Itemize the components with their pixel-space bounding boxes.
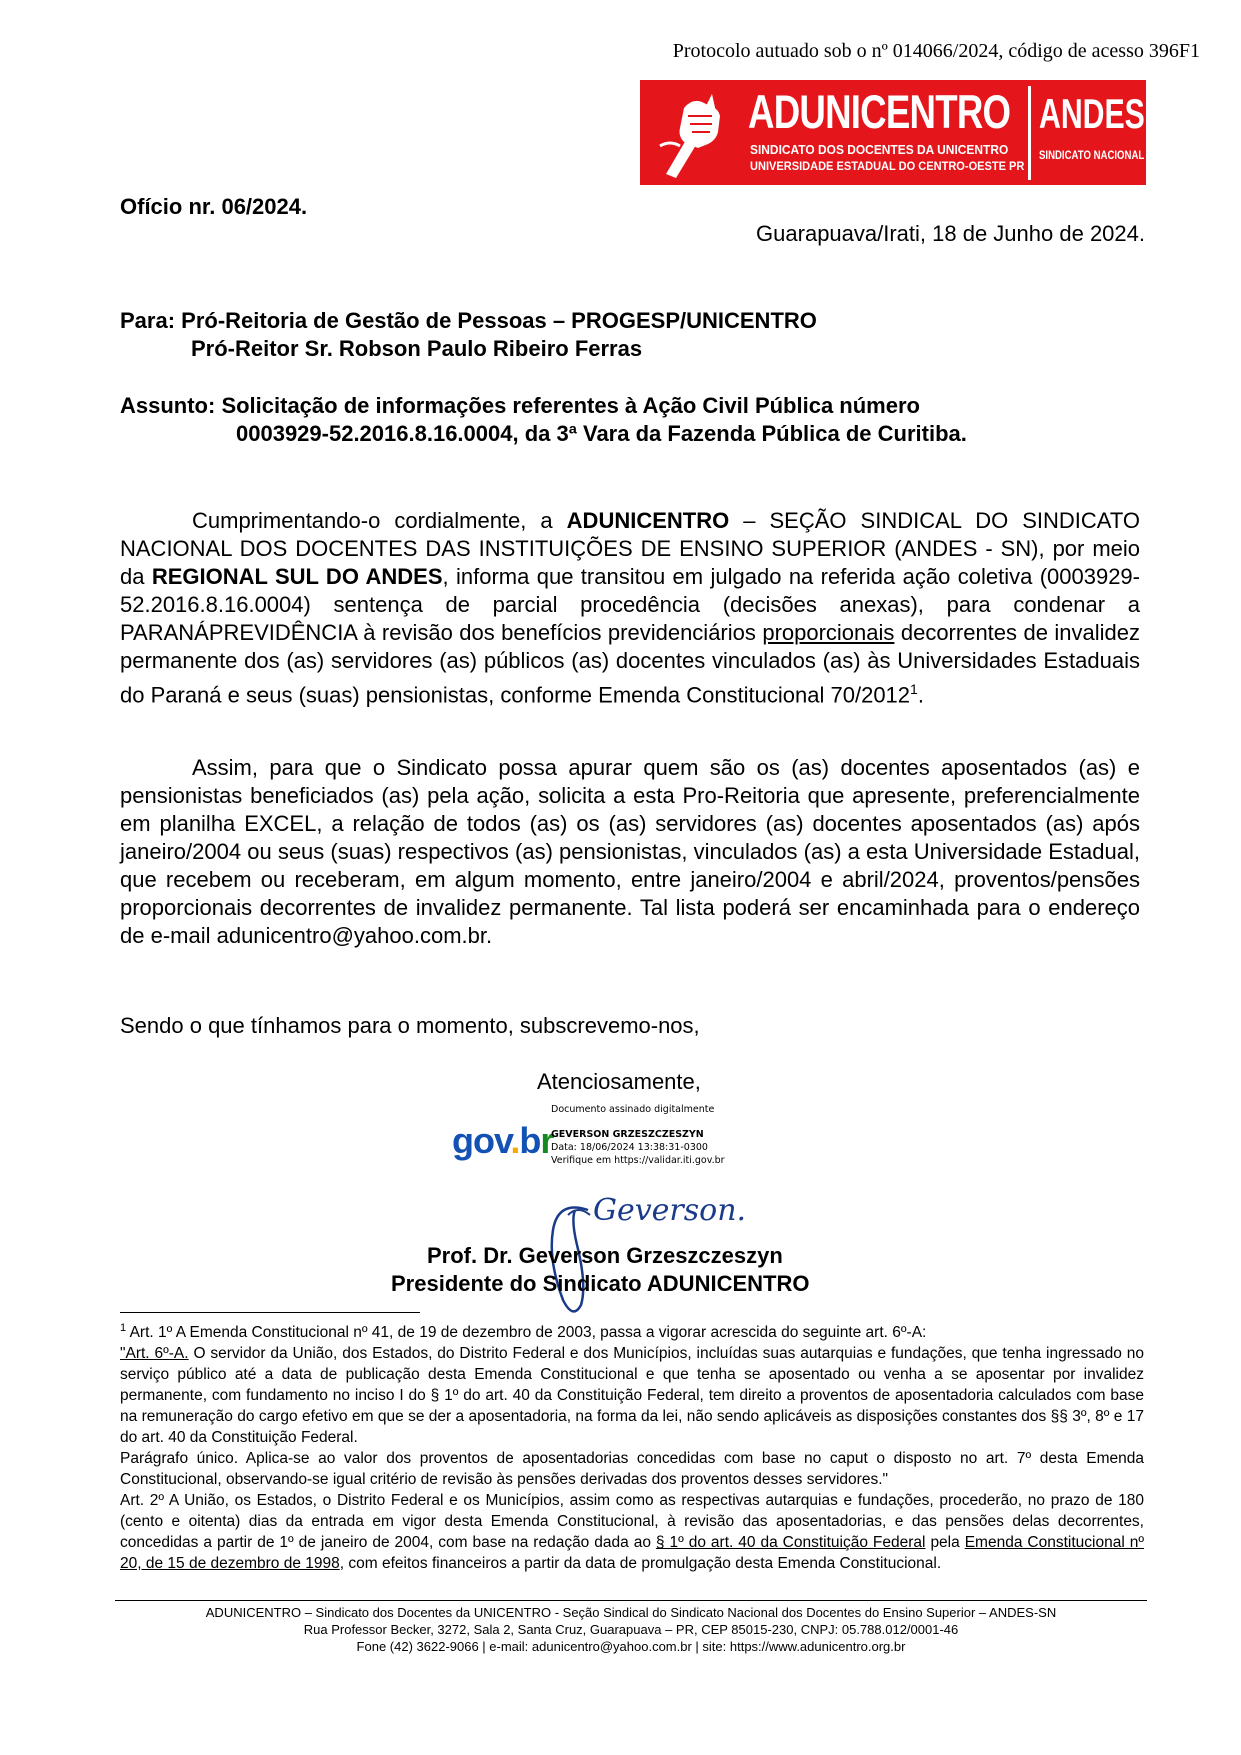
body-paragraph-2 xyxy=(120,754,1140,950)
ec20-link[interactable]: Emenda Constitucional nº 20, de 15 de dezembro de 1998 xyxy=(120,1534,1145,1573)
banner-subtitle-1: SINDICATO DOS DOCENTES DA UNICENTRO xyxy=(750,142,1009,157)
signature-date: Data: 18/06/2024 13:38:31-0300 xyxy=(551,1142,708,1153)
page-footer xyxy=(115,1604,1147,1655)
adunicentro-banner xyxy=(640,80,1146,185)
footnote-paragrafo: Parágrafo único. Aplica-se ao valor dos proventos de aposentadorias concedidas com base no caput o disposto no art. 7º desta Emenda Constitucional, observando-se igual critério de revisão às pensões derivadas dos proventos desses servidores." xyxy=(120,1450,1144,1489)
footer-line-3: Fone (42) 3622-9066 | e-mail: adunicentro@yahoo.com.br | site: https://www.adunicentro.org.br xyxy=(356,1639,906,1654)
footer-divider xyxy=(115,1600,1147,1601)
footnote-divider xyxy=(120,1312,420,1313)
p1-proporcionais: proporcionais xyxy=(762,620,895,645)
p1-text-e: , informa que transitou em julgado na referida ação coletiva (0003929-52.2016.8.16.0004) sentença de parcial procedência (decisões anexas), para condenar a PARANÁPREVIDÊNCIA à revisão dos benefícios previdenciários xyxy=(120,564,1140,645)
raised-fist-pencil-icon xyxy=(646,86,746,180)
oficio-number: Ofício nr. 06/2024. xyxy=(120,194,308,219)
signer-name: Prof. Dr. Geverson Grzeszczeszyn xyxy=(427,1243,783,1268)
p1-text-g: decorrentes de invalidez permanente dos (as) servidores (as) públicos (as) docentes vinculados (as) às Universidades Estaduais do Paraná e seus (suas) pensionistas, conforme Emenda Constitucional 70/2012 xyxy=(120,620,1140,708)
footer-line-1: ADUNICENTRO – Sindicato dos Docentes da UNICENTRO - Seção Sindical do Sindicato Nacional dos Docentes do Ensino Superior – ANDES-SN xyxy=(205,1605,1057,1620)
footnote-art2: Art. 2º A União, os Estados, o Distrito Federal e os Municípios, assim como as respectivas autarquias e fundações, procederão, no prazo de 180 (cento e oitenta) dias da entrada em vigor desta Emenda Constitucional, à revisão das aposentadorias, e das pensões delas decorrentes, concedidas a partir de 1º de janeiro de 2004, com base na redação dada ao § 1º do art. 40 da Constituição Federal pela Emenda Constitucional nº 20, de 15 de dezembro de 1998, com efeitos financeiros a partir da data de promulgação desta Emenda Constitucional. xyxy=(120,1492,1145,1573)
footnote-1 xyxy=(120,1318,1144,1574)
footnote-ref[interactable]: 1 xyxy=(910,681,918,697)
footer-line-2: Rua Professor Becker, 3272, Sala 2, Santa Cruz, Guarapuava – PR, CEP 85015-230, CNPJ: 05.788.012/0001-46 xyxy=(303,1622,959,1637)
atenciosamente: Atenciosamente, xyxy=(537,1069,701,1094)
govbr-logo: gov.br xyxy=(452,1120,554,1161)
andes-logo xyxy=(1028,86,1145,180)
andes-subtitle: SINDICATO NACIONAL xyxy=(1039,148,1145,162)
footnote-intro: $^1$ Art. 1º A Emenda Constitucional nº 41, de 19 de dezembro de 2003, passa a vigorar acrescida do seguinte art. 6º-A: xyxy=(120,1322,927,1342)
p1-regional: REGIONAL SUL DO ANDES xyxy=(151,564,443,589)
signature-name: GEVERSON GRZESZCZESZYN xyxy=(551,1129,704,1140)
recipient-line-2: Pró-Reitor Sr. Robson Paulo Ribeiro Ferras xyxy=(191,336,643,361)
banner-subtitle-2: UNIVERSIDADE ESTADUAL DO CENTRO-OESTE PR xyxy=(750,159,1025,173)
art40-link[interactable]: § 1º do art. 40 da Constituição Federal xyxy=(655,1534,926,1552)
art6a-link[interactable]: "Art. 6º-A. xyxy=(120,1345,189,1363)
protocol-number: Protocolo autuado sob o nº 014066/2024, código de acesso 396F1 xyxy=(672,40,1200,62)
p1-text-a: Cumprimentando-o cordialmente, a xyxy=(192,508,567,533)
closing-sentence: Sendo o que tínhamos para o momento, subscrevemo-nos, xyxy=(120,1013,700,1038)
p2-text: Assim, para que o Sindicato possa apurar quem são os (as) docentes aposentados (as) e pensionistas beneficiados (as) pela ação, solicita a esta Pro-Reitoria que apresente, preferencialmente em planilha EXCEL, a relação de todos (as) os (as) servidores (as) docentes aposentados (as) após janeiro/2004 ou seus (suas) respectivos (as) pensionistas, vinculados (as) a esta Universidade Estadual, que recebem ou receberam, em algum momento, entre janeiro/2004 e abril/2024, proventos/pensões proporcionais decorrentes de invalidez permanente. Tal lista poderá ser encaminhada para o endereço de e-mail adunicentro@yahoo.com.br. xyxy=(120,755,1140,948)
footnote-art6a: "Art. 6º-A. O servidor da União, dos Estados, do Distrito Federal e dos Municípios, incluídas suas autarquias e fundações, que tenha ingressado no serviço público até a data de publicação desta Emenda Constitucional e que tenha se aposentado ou venha a se aposentar por invalidez permanente, com fundamento no inciso I do § 1º do art. 40 da Constituição Federal, tem direito a proventos de aposentadoria calculados com base na remuneração do cargo efetivo em que se der a aposentadoria, na forma da lei, não sendo aplicáveis as disposições constantes dos §§ 3º, 8º e 17 do art. 40 da Constituição Federal. xyxy=(120,1345,1145,1447)
signature-verify-link[interactable]: Verifique em https://validar.iti.gov.br xyxy=(551,1155,725,1166)
signature-caption: Documento assinado digitalmente xyxy=(551,1104,715,1115)
p1-org-name: ADUNICENTRO xyxy=(566,508,730,533)
letter-date: Guarapuava/Irati, 18 de Junho de 2024. xyxy=(756,221,1145,246)
recipient-line-1: Para: Pró-Reitoria de Gestão de Pessoas – PROGESP/UNICENTRO xyxy=(120,308,817,333)
subject-line-1: Assunto: Solicitação de informações referentes à Ação Civil Pública número xyxy=(120,393,920,418)
signature-script: Geverson. xyxy=(593,1193,747,1228)
p1-end: . xyxy=(917,682,924,708)
banner-title: ADUNICENTRO xyxy=(748,85,1011,138)
andes-title: ANDES xyxy=(1039,90,1145,137)
p1-text-c: – SEÇÃO SINDICAL DO SINDICATO NACIONAL DOS DOCENTES DAS INSTITUIÇÕES DE ENSINO SUPERIOR (ANDES - SN), por meio da xyxy=(120,508,1140,589)
subject-line-2: 0003929-52.2016.8.16.0004, da 3ª Vara da Fazenda Pública de Curitiba. xyxy=(236,421,967,446)
signer-title: Presidente do Sindicato ADUNICENTRO xyxy=(391,1271,810,1296)
body-paragraph-1 xyxy=(120,507,1140,709)
